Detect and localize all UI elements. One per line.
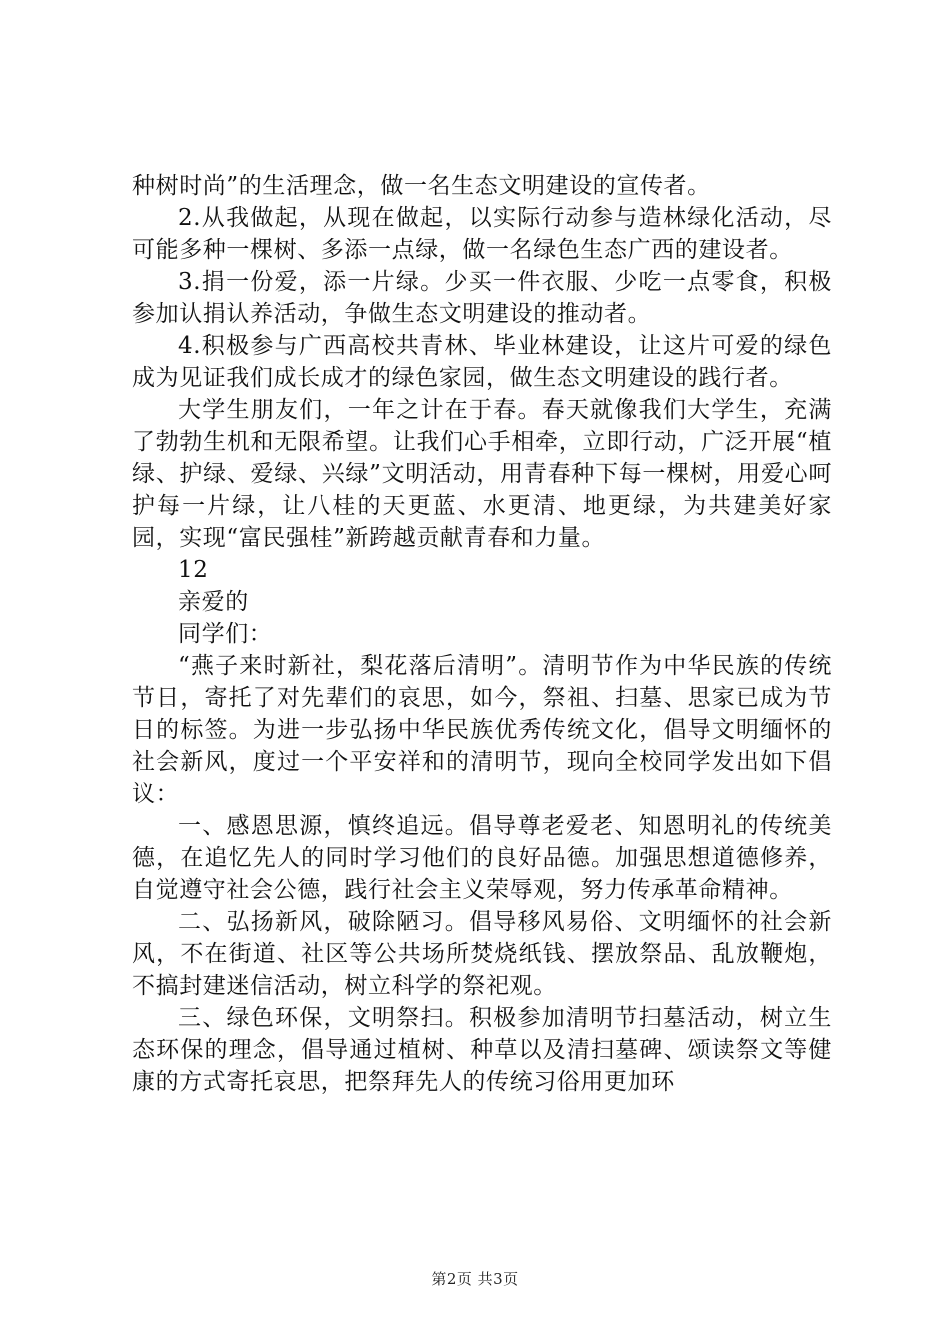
paragraph-proposal-3: 三、绿色环保，文明祭扫。积极参加清明节扫墓活动，树立生态环保的理念，倡导通过植树、种草以及清扫墓碑、颂读祭文等健康的方式寄托哀思，把祭拜先人的传统习俗用更加环 bbox=[132, 1005, 832, 1095]
paragraph-continuation: 种树时尚”的生活理念，做一名生态文明建设的宣传者。 bbox=[132, 173, 711, 199]
salutation-line-2: 同学们： bbox=[178, 621, 273, 647]
paragraph-proposal-1: 一、感恩思源，慎终追远。倡导尊老爱老、知恩明礼的传统美德，在追忆先人的同时学习他们的良好品德。加强思想道德修养，自觉遵守社会公德，践行社会主义荣辱观，努力传承革命精神。 bbox=[132, 813, 832, 903]
paragraph-item-4: 4.积极参与广西高校共青林、毕业林建设，让这片可爱的绿色成为见证我们成长成才的绿色家园，做生态文明建设的践行者。 bbox=[132, 333, 832, 391]
document-body bbox=[132, 170, 832, 1098]
section-number: 12 bbox=[178, 557, 209, 583]
paragraph-proposal-2: 二、弘扬新风，破除陋习。倡导移风易俗、文明缅怀的社会新风，不在街道、社区等公共场所焚烧纸钱、摆放祭品、乱放鞭炮，不搞封建迷信活动，树立科学的祭祀观。 bbox=[132, 909, 832, 999]
paragraph-closing-appeal: 大学生朋友们，一年之计在于春。春天就像我们大学生，充满了勃勃生机和无限希望。让我们心手相牵，立即行动，广泛开展“植绿、护绿、爱绿、兴绿”文明活动，用青春种下每一棵树，用爱心呵护每一片绿，让八桂的天更蓝、水更清、地更绿，为共建美好家园，实现“富民强桂”新跨越贡献青春和力量。 bbox=[132, 397, 832, 551]
page-footer: 第2页 共3页 bbox=[431, 1270, 519, 1288]
salutation-line-1: 亲爱的 bbox=[178, 589, 249, 615]
paragraph-item-2: 2.从我做起，从现在做起，以实际行动参与造林绿化活动，尽可能多种一棵树、多添一点绿，做一名绿色生态广西的建设者。 bbox=[132, 205, 832, 263]
paragraph-intro: “燕子来时新社，梨花落后清明”。清明节作为中华民族的传统节日，寄托了对先辈们的哀思，如今，祭祖、扫墓、思家已成为节日的标签。为进一步弘扬中华民族优秀传统文化，倡导文明缅怀的社会新风，度过一个平安祥和的清明节，现向全校同学发出如下倡议： bbox=[132, 653, 832, 807]
paragraph-item-3: 3.捐一份爱，添一片绿。少买一件衣服、少吃一点零食，积极参加认捐认养活动，争做生态文明建设的推动者。 bbox=[132, 269, 832, 327]
